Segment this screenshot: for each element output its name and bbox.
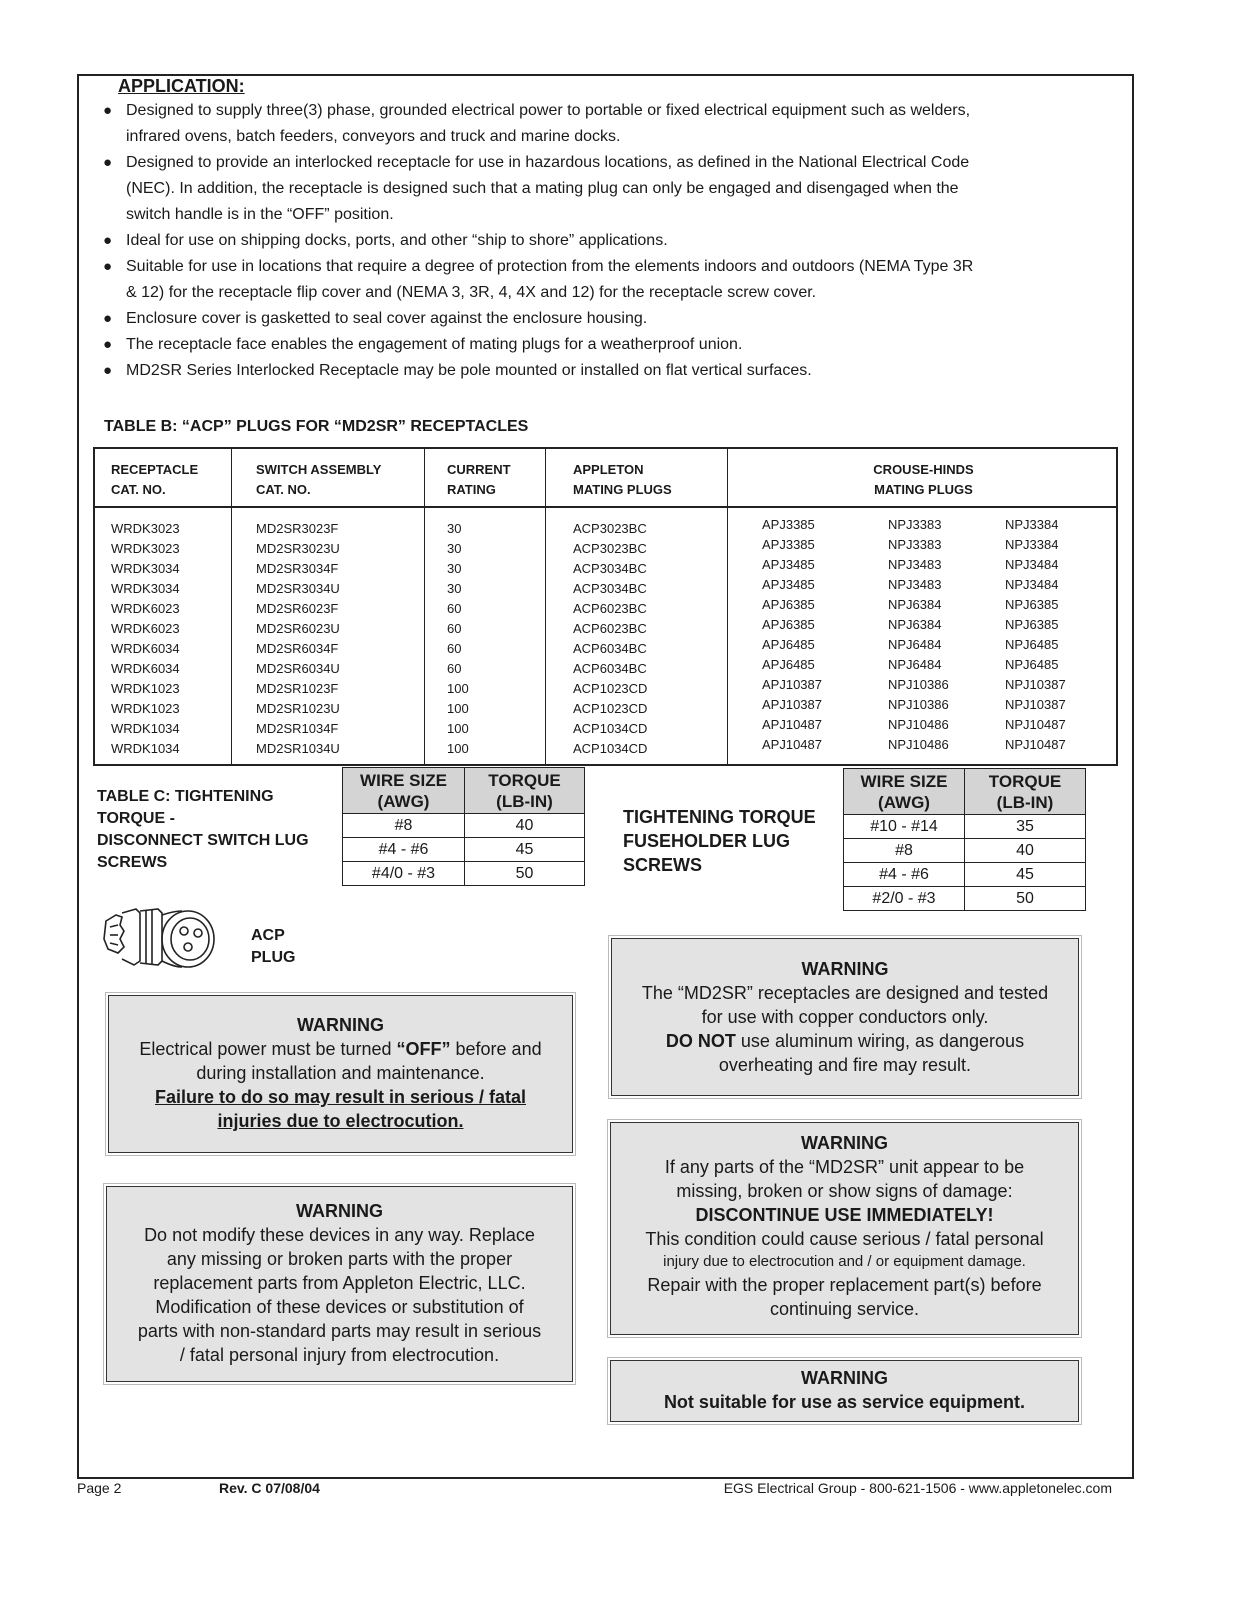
table-cell: WRDK3034	[111, 561, 180, 576]
table-cell: ACP1034CD	[573, 741, 648, 756]
header-torque: TORQUE (LB-IN)	[465, 768, 585, 814]
header-crouse-hinds: CROUSE-HINDS MATING PLUGS	[873, 462, 974, 497]
table-cell: APJ10387	[762, 697, 822, 712]
table-cell: 60	[447, 601, 462, 616]
table-cell: NPJ3483	[888, 557, 942, 572]
table-cell: 100	[447, 681, 469, 696]
column-receptacle	[111, 519, 180, 759]
table-cell: NPJ6385	[1005, 597, 1059, 612]
application-bullet: ● MD2SR Series Interlocked Receptacle may be pole mounted or installed on flat vertical surfaces.	[100, 358, 1110, 384]
table-cell: ACP3034BC	[573, 581, 647, 596]
application-bullets	[100, 98, 1110, 384]
table-cell: NPJ10387	[1005, 697, 1066, 712]
warning-damage: WARNING If any parts of the “MD2SR” unit appear to be missing, broken or show signs of damage: DISCONTINUE USE IMMEDIATELY! This condition could cause serious / fatal personal injury due to electrocution and / or equipment damage. Repair with the proper replacement part(s) before continuing service.	[610, 1122, 1079, 1335]
table-c	[342, 767, 585, 886]
table-cell: NPJ10487	[1005, 737, 1066, 752]
header-current-rating: CURRENT RATING	[447, 462, 511, 497]
table-cell: MD2SR1034F	[256, 721, 339, 736]
table-cell: WRDK1023	[111, 681, 180, 696]
table-cell: 100	[447, 701, 469, 716]
table-cell: MD2SR1023F	[256, 681, 339, 696]
table-cell: ACP3023BC	[573, 521, 647, 536]
bullet-icon: ●	[103, 310, 113, 327]
table-cell: NPJ6384	[888, 617, 942, 632]
warning-copper: WARNING The “MD2SR” receptacles are designed and tested for use with copper conductors only. DO NOT use aluminum wiring, as dangerous overheating and fire may result.	[611, 938, 1079, 1096]
table-cell: MD2SR6023U	[256, 621, 340, 636]
table-cell: WRDK6023	[111, 621, 180, 636]
table-cell: MD2SR6034U	[256, 661, 340, 676]
warning-power-off: WARNING Electrical power must be turned “OFF” before and during installation and maintenance. Failure to do so may result in serious / fatal injuries due to electrocution.	[108, 995, 573, 1153]
table-cell: NPJ3484	[1005, 577, 1059, 592]
application-bullet: ● Enclosure cover is gasketted to seal cover against the enclosure housing.	[100, 306, 1110, 332]
table-cell: NPJ3483	[888, 577, 942, 592]
footer-company: EGS Electrical Group - 800-621-1506 - www.appletonelec.com	[723, 1480, 1112, 1496]
table-cell: MD2SR1023U	[256, 701, 340, 716]
warning-modify: WARNING Do not modify these devices in any way. Replace any missing or broken parts with the proper replacement parts from Appleton Electric, LLC. Modification of these devices or substitution of parts with non-standard parts may result in serious / fatal personal injury from electrocution.	[106, 1186, 573, 1382]
table-cell: NPJ3383	[888, 517, 942, 532]
column-current-rating	[447, 519, 469, 759]
table-cell: WRDK1034	[111, 741, 180, 756]
table-cell: NPJ3484	[1005, 557, 1059, 572]
table-cell: ACP6023BC	[573, 601, 647, 616]
table-row: #4 - #6 45	[343, 838, 585, 862]
table-cell: APJ3385	[762, 517, 815, 532]
table-cell: 60	[447, 641, 462, 656]
table-cell: NPJ3384	[1005, 537, 1059, 552]
table-cell: APJ3485	[762, 577, 815, 592]
table-row: #8 40	[844, 839, 1086, 863]
table-cell: APJ6385	[762, 597, 815, 612]
table-cell: NPJ10386	[888, 697, 949, 712]
table-cell: WRDK1023	[111, 701, 180, 716]
table-cell: WRDK3034	[111, 581, 180, 596]
table-cell: NPJ3384	[1005, 517, 1059, 532]
column-switch-assembly	[256, 519, 340, 759]
table-cell: NPJ10387	[1005, 677, 1066, 692]
bullet-icon: ●	[103, 362, 113, 379]
bullet-icon: ●	[103, 154, 113, 171]
fuseholder-title: TIGHTENING TORQUE FUSEHOLDER LUG SCREWS	[623, 807, 816, 875]
table-cell: APJ6485	[762, 637, 815, 652]
table-cell: MD2SR3023U	[256, 541, 340, 556]
table-cell: 30	[447, 561, 462, 576]
application-bullet: ● Designed to supply three(3) phase, grounded electrical power to portable or fixed electrical equipment such as welders, infrared ovens, batch feeders, conveyors and truck and marine docks.	[100, 98, 1110, 150]
table-cell: NPJ10486	[888, 737, 949, 752]
table-cell: WRDK1034	[111, 721, 180, 736]
table-cell: 30	[447, 521, 462, 536]
table-cell: APJ6485	[762, 657, 815, 672]
table-cell: 100	[447, 721, 469, 736]
table-cell: 60	[447, 661, 462, 676]
column-divider	[424, 449, 425, 764]
table-cell: ACP3023BC	[573, 541, 647, 556]
table-cell: NPJ6384	[888, 597, 942, 612]
table-cell: WRDK3023	[111, 521, 180, 536]
table-cell: 60	[447, 621, 462, 636]
table-cell: NPJ6385	[1005, 617, 1059, 632]
table-cell: MD2SR3034U	[256, 581, 340, 596]
column-divider	[231, 449, 232, 764]
table-cell: NPJ10386	[888, 677, 949, 692]
table-row: #10 - #14 35	[844, 815, 1086, 839]
bullet-icon: ●	[103, 232, 113, 249]
table-cell: ACP3034BC	[573, 561, 647, 576]
table-row: #4/0 - #3 50	[343, 862, 585, 886]
header-torque: TORQUE (LB-IN)	[965, 769, 1086, 815]
table-cell: WRDK6034	[111, 641, 180, 656]
table-b	[93, 447, 1118, 766]
header-wire-size: WIRE SIZE (AWG)	[343, 768, 465, 814]
table-cell: 100	[447, 741, 469, 756]
table-row: #4 - #6 45	[844, 863, 1086, 887]
header-switch-assembly: SWITCH ASSEMBLY CAT. NO.	[256, 462, 382, 497]
column-divider	[545, 449, 546, 764]
table-cell: NPJ6485	[1005, 637, 1059, 652]
table-cell: NPJ3383	[888, 537, 942, 552]
table-cell: NPJ10486	[888, 717, 949, 732]
table-cell: NPJ10487	[1005, 717, 1066, 732]
application-bullet: ● Suitable for use in locations that require a degree of protection from the elements indoors and outdoors (NEMA Type 3R & 12) for the receptacle flip cover and (NEMA 3, 3R, 4, 4X and 12) for the receptacle screw cover.	[100, 254, 1110, 306]
application-bullet: ● Ideal for use on shipping docks, ports, and other “ship to shore” applications.	[100, 228, 1110, 254]
footer-page-number: Page 2	[77, 1480, 122, 1496]
acp-plug-illustration	[100, 903, 220, 973]
table-cell: MD2SR6034F	[256, 641, 339, 656]
fuseholder-table	[843, 768, 1086, 911]
table-cell: ACP1023CD	[573, 681, 648, 696]
table-cell: ACP1023CD	[573, 701, 648, 716]
table-cell: APJ10487	[762, 737, 822, 752]
application-bullet: ● Designed to provide an interlocked receptacle for use in hazardous locations, as defined in the National Electrical Code (NEC). In addition, the receptacle is designed such that a mating plug can only be engaged and disengaged when the switch handle is in the “OFF” position.	[100, 150, 1110, 228]
warning-title: WARNING	[801, 959, 889, 979]
table-cell: ACP1034CD	[573, 721, 648, 736]
table-cell: NPJ6485	[1005, 657, 1059, 672]
header-appleton: APPLETON MATING PLUGS	[573, 462, 672, 497]
warning-title: WARNING	[297, 1015, 384, 1035]
table-cell: 30	[447, 541, 462, 556]
header-separator	[95, 506, 1116, 508]
bullet-icon: ●	[103, 102, 113, 119]
table-cell: MD2SR3034F	[256, 561, 339, 576]
column-crouse-apj	[762, 515, 822, 755]
table-cell: APJ3485	[762, 557, 815, 572]
warning-title: WARNING	[801, 1133, 888, 1153]
application-title: APPLICATION:	[118, 76, 245, 96]
table-cell: ACP6034BC	[573, 641, 647, 656]
application-bullet: ● The receptacle face enables the engagement of mating plugs for a weatherproof union.	[100, 332, 1110, 358]
table-cell: ACP6034BC	[573, 661, 647, 676]
table-cell: WRDK6034	[111, 661, 180, 676]
column-crouse-npj-a	[888, 515, 949, 755]
table-cell: NPJ6484	[888, 657, 942, 672]
bullet-icon: ●	[103, 258, 113, 275]
table-cell: MD2SR1034U	[256, 741, 340, 756]
warning-title: WARNING	[801, 1368, 888, 1388]
table-cell: 30	[447, 581, 462, 596]
header-wire-size: WIRE SIZE (AWG)	[844, 769, 965, 815]
table-cell: APJ3385	[762, 537, 815, 552]
table-cell: NPJ6484	[888, 637, 942, 652]
column-crouse-npj-b	[1005, 515, 1066, 755]
table-row: #2/0 - #3 50	[844, 887, 1086, 911]
warning-service: WARNING Not suitable for use as service equipment.	[610, 1360, 1079, 1422]
warning-title: WARNING	[296, 1201, 383, 1221]
acp-plug-label: ACP PLUG	[251, 927, 296, 966]
table-cell: ACP6023BC	[573, 621, 647, 636]
header-receptacle: RECEPTACLE CAT. NO.	[111, 462, 199, 497]
table-cell: APJ6385	[762, 617, 815, 632]
footer-revision: Rev. C 07/08/04	[219, 1480, 320, 1496]
table-cell: WRDK3023	[111, 541, 180, 556]
column-appleton	[573, 519, 647, 759]
table-b-title: TABLE B: “ACP” PLUGS FOR “MD2SR” RECEPTACLES	[104, 418, 529, 435]
table-cell: MD2SR6023F	[256, 601, 339, 616]
table-cell: MD2SR3023F	[256, 521, 339, 536]
table-c-title: TABLE C: TIGHTENING TORQUE - DISCONNECT SWITCH LUG SCREWS	[97, 788, 309, 871]
table-cell: WRDK6023	[111, 601, 180, 616]
table-cell: APJ10387	[762, 677, 822, 692]
table-row: #8 40	[343, 814, 585, 838]
bullet-icon: ●	[103, 336, 113, 353]
table-cell: APJ10487	[762, 717, 822, 732]
